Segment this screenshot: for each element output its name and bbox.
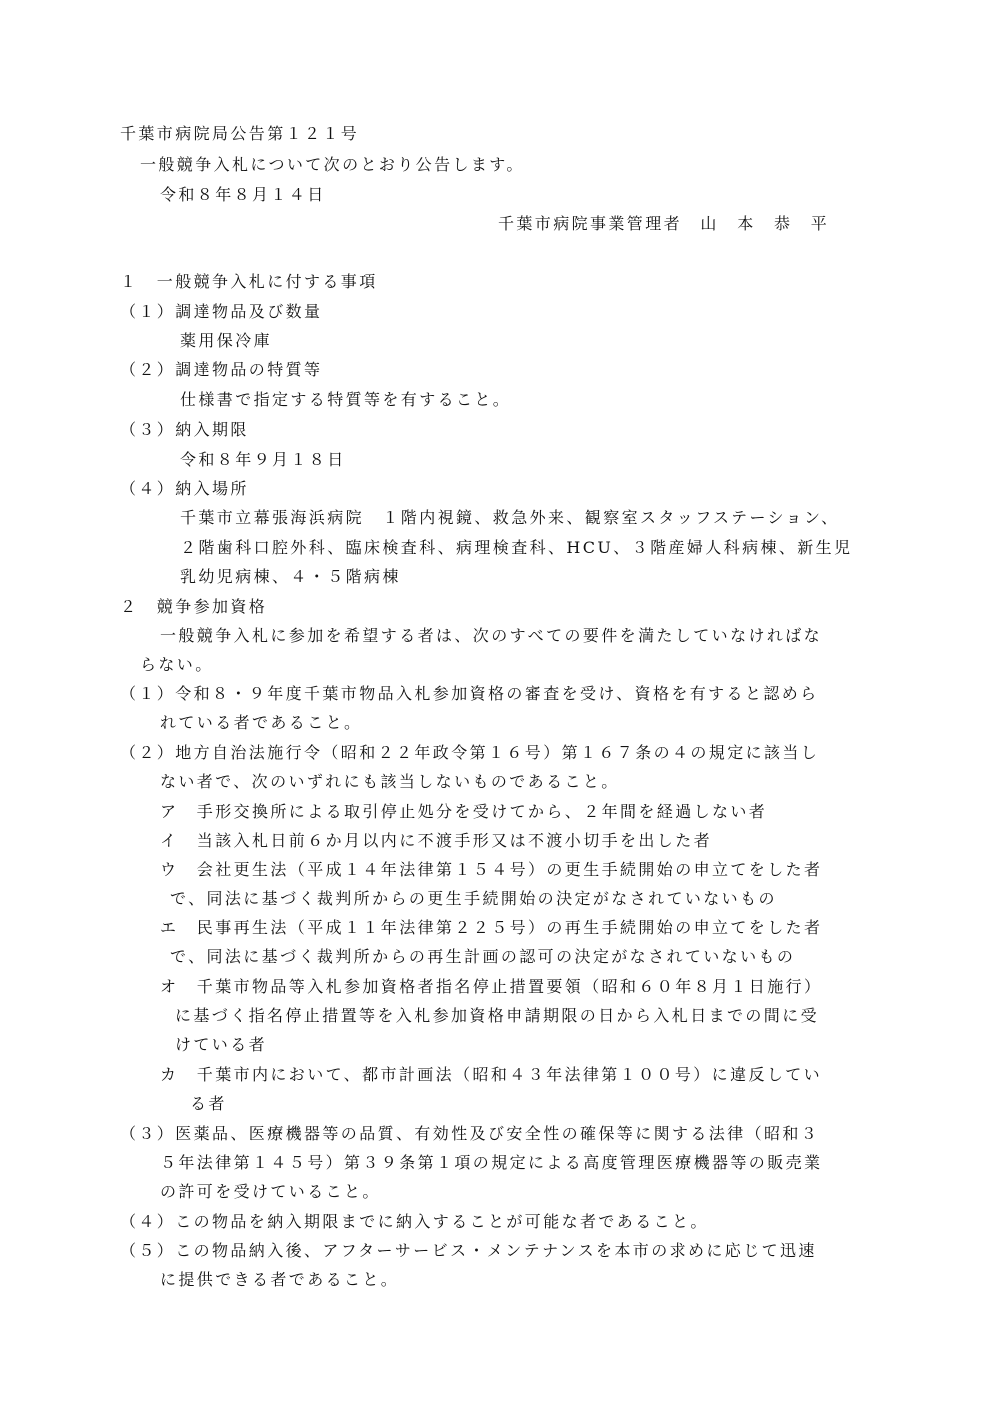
section-1-item-4-label: （４）納入場所: [120, 479, 249, 498]
requirement-5: （５）この物品納入後、アフターサービス・メンテナンスを本市の求めに応じて迅速: [120, 1241, 817, 1260]
section-1-item-2-label: （２）調達物品の特質等: [120, 360, 323, 379]
sub-item-e: で、同法に基づく裁判所からの再生計画の認可の決定がなされていないもの: [170, 947, 796, 966]
sub-item-e: エ 民事再生法（平成１１年法律第２２５号）の再生手続開始の申立てをした者: [160, 918, 823, 937]
requirement-5: に提供できる者であること。: [160, 1270, 400, 1289]
sub-item-a: ア 手形交換所による取引停止処分を受けてから、２年間を経過しない者: [160, 802, 768, 821]
requirement-2: （２）地方自治法施行令（昭和２２年政令第１６号）第１６７条の４の規定に該当し: [120, 743, 820, 762]
section-2-heading: ２ 競争参加資格: [120, 597, 268, 616]
section-1-item-4-text: 乳幼児病棟、４・５階病棟: [180, 567, 401, 586]
section-1-item-3-text: 令和８年９月１８日: [180, 450, 346, 469]
section-1-item-4-text: 千葉市立幕張海浜病院 １階内視鏡、救急外来、観察室スタッフステーション、: [180, 508, 840, 527]
sub-item-ka: カ 千葉市内において、都市計画法（昭和４３年法律第１００号）に違反してい: [160, 1065, 823, 1084]
sub-item-o: オ 千葉市物品等入札参加資格者指名停止措置要領（昭和６０年８月１日施行）: [160, 977, 823, 996]
requirement-2: ない者で、次のいずれにも該当しないものであること。: [160, 772, 620, 791]
requirement-1: れている者であること。: [160, 713, 363, 732]
section-1-item-2-text: 仕様書で指定する特質等を有すること。: [180, 390, 512, 409]
section-1-item-1-label: （１）調達物品及び数量: [120, 302, 323, 321]
notice-number: 千葉市病院局公告第１２１号: [120, 124, 360, 143]
issuer-name: 千葉市病院事業管理者 山 本 恭 平: [498, 214, 830, 233]
section-1-item-1-text: 薬用保冷庫: [180, 331, 273, 350]
requirement-4: （４）この物品を納入期限までに納入することが可能な者であること。: [120, 1212, 709, 1231]
section-1-item-4-text: ２階歯科口腔外科、臨床検査科、病理検査科、HCU、３階産婦人科病棟、新生児: [180, 538, 853, 557]
sub-item-ka: る者: [190, 1094, 227, 1113]
notice-date: 令和８年８月１４日: [160, 185, 326, 204]
notice-intro: 一般競争入札について次のとおり公告します。: [140, 155, 525, 174]
sub-item-o: けている者: [175, 1035, 268, 1054]
section-1-heading: １ 一般競争入札に付する事項: [120, 272, 378, 291]
requirement-1: （１）令和８・９年度千葉市物品入札参加資格の審査を受け、資格を有すると認めら: [120, 684, 819, 703]
sub-item-u: で、同法に基づく裁判所からの更生手続開始の決定がなされていないもの: [170, 889, 777, 908]
sub-item-i: イ 当該入札日前６か月以内に不渡手形又は不渡小切手を出した者: [160, 831, 713, 850]
requirement-3: の許可を受けていること。: [160, 1182, 381, 1201]
section-2-intro: 一般競争入札に参加を希望する者は、次のすべての要件を満たしていなければな: [160, 626, 823, 645]
section-2-intro: らない。: [140, 655, 214, 674]
requirement-3: ５年法律第１４５号）第３９条第１項の規定による高度管理医療機器等の販売業: [160, 1153, 823, 1172]
section-1-item-3-label: （３）納入期限: [120, 420, 249, 439]
sub-item-o: に基づく指名停止措置等を入札参加資格申請期限の日から入札日までの間に受: [175, 1006, 820, 1025]
requirement-3: （３）医薬品、医療機器等の品質、有効性及び安全性の確保等に関する法律（昭和３: [120, 1124, 820, 1143]
sub-item-u: ウ 会社更生法（平成１４年法律第１５４号）の更生手続開始の申立てをした者: [160, 860, 823, 879]
